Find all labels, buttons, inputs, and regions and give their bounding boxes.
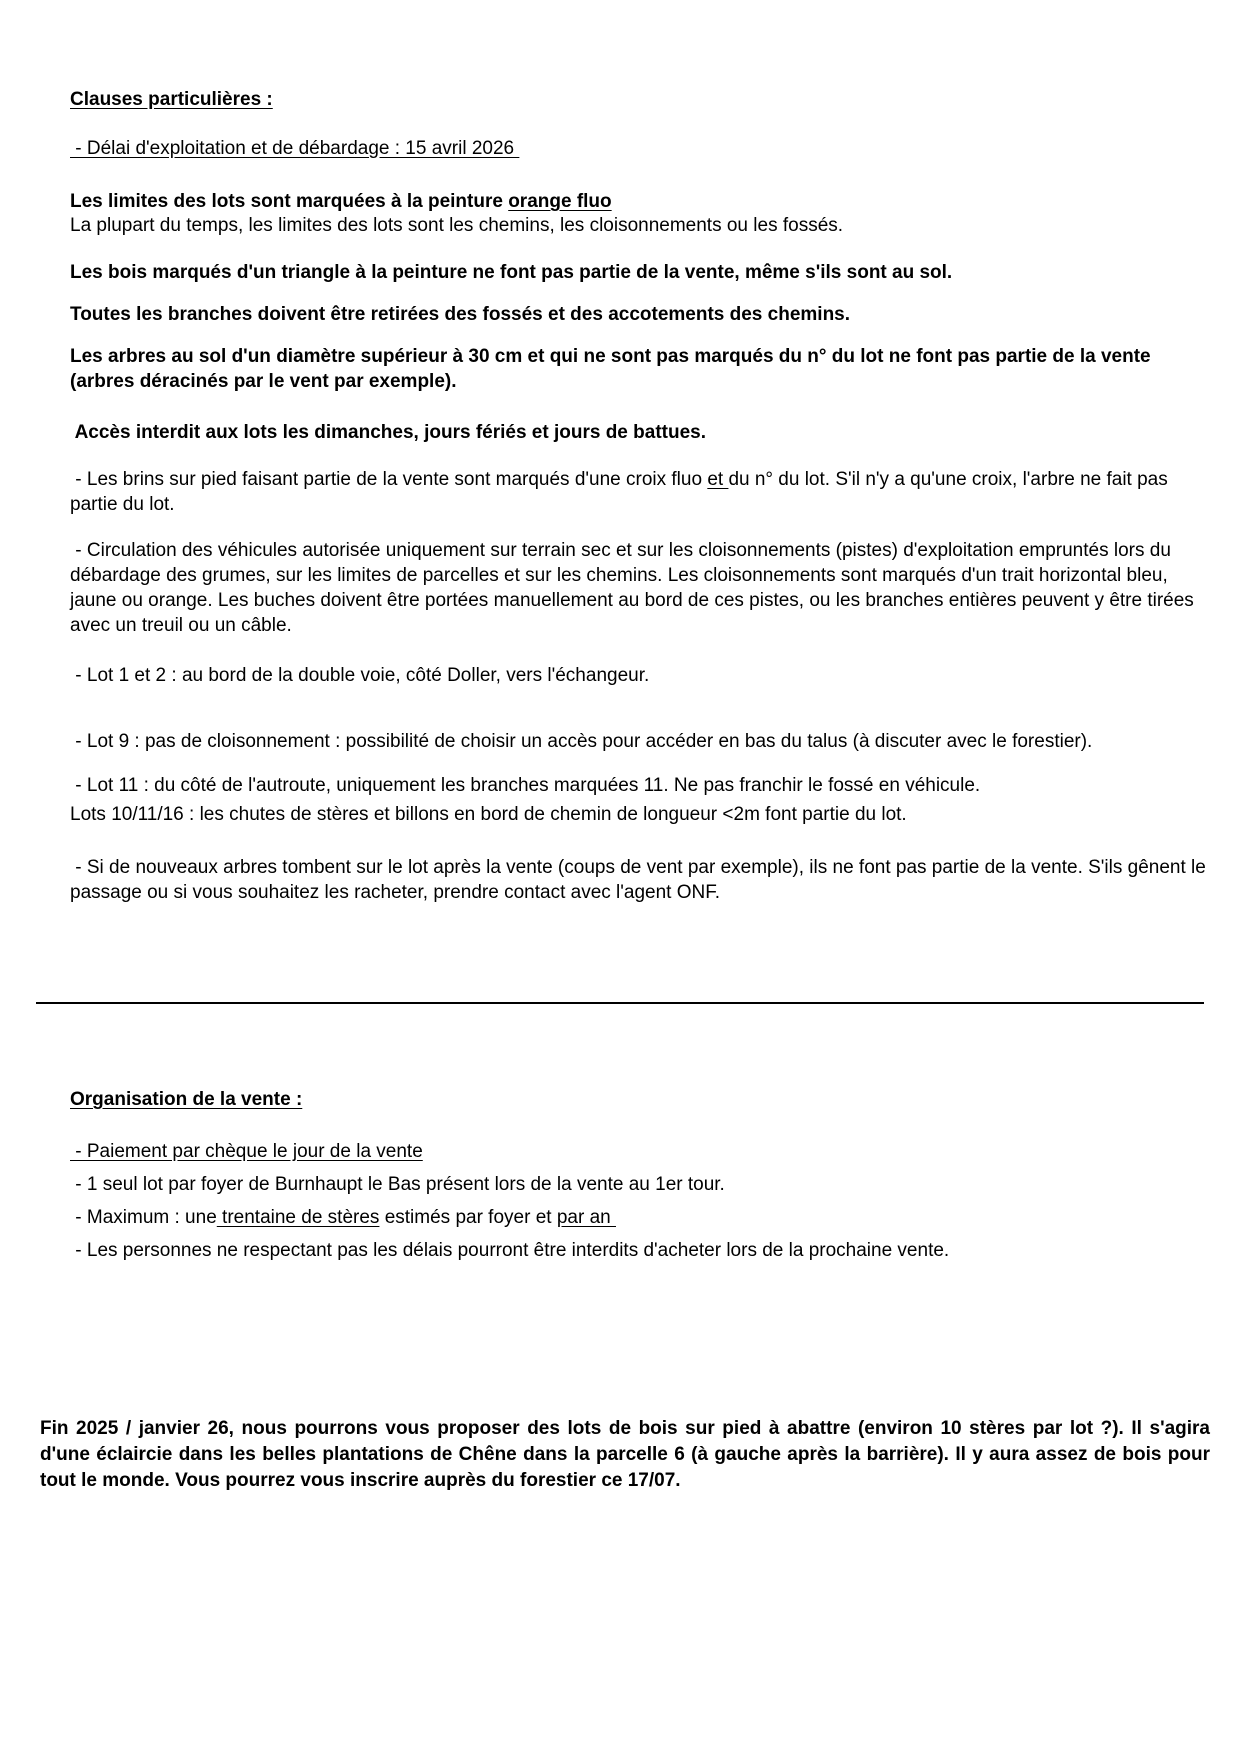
trentaine-text: trentaine de stères: [216, 1207, 380, 1228]
clauses-heading: Clauses particulières :: [70, 89, 273, 110]
arbres-sol-rule: Les arbres au sol d'un diamètre supérieur à 30 cm et qui ne sont pas marqués du n° du lot ne font pas partie de la vente (arbres déracinés par le vent par exemple).: [70, 346, 1151, 392]
limites-prefix: Les limites des lots sont marquées à la peinture: [70, 191, 509, 212]
par-an-text: par an: [556, 1207, 616, 1228]
maximum-line: [70, 1205, 616, 1230]
acces-rule: Accès interdit aux lots les dimanches, jours fériés et jours de battues.: [70, 422, 706, 443]
nouveaux-arbres-rule: - Si de nouveaux arbres tombent sur le lot après la vente (coups de vent par exemple), ils ne font pas partie de la vente. S'ils gênent le passage ou si vous souhaitez les racheter, prendre contact avec l'agent ONF.: [70, 857, 1212, 903]
brins-part1: - Les brins sur pied faisant partie de la vente sont marqués d'une croix fluo: [70, 469, 708, 490]
lot11-rule: - Lot 11 : du côté de l'autroute, uniquement les branches marquées 11. Ne pas franchir le fossé en véhicule.: [70, 775, 981, 796]
brins-rule: [70, 467, 1210, 517]
section-divider: [36, 1002, 1204, 1004]
limites-detail: La plupart du temps, les limites des lots sont les chemins, les cloisonnements ou les fossés.: [70, 215, 844, 236]
organisation-heading: Organisation de la vente :: [70, 1089, 303, 1110]
brins-part2: du n° du lot. S'il n'y a qu'une croix, l'arbre ne fait pas partie du lot.: [70, 469, 1174, 515]
branches-rule: Toutes les branches doivent être retirées des fossés et des accotements des chemins.: [70, 304, 851, 325]
circulation-rule: - Circulation des véhicules autorisée uniquement sur terrain sec et sur les cloisonnements (pistes) d'exploitation empruntés lors du débardage des grumes, sur les limites de parcelles et sur les chemins. Les cloisonnements sont marqués d'un trait horizontal bleu, jaune ou orange. Les buches doivent être portées manuellement au bord de ces pistes, ou les branches entières peuvent y être tirées avec un treuil ou un câble.: [70, 540, 1200, 636]
maximum-mid: estimés par foyer et: [379, 1207, 557, 1228]
footer-note: Fin 2025 / janvier 26, nous pourrons vous proposer des lots de bois sur pied à abattre (environ 10 stères par lot ?). Il s'agira d'une éclaircie dans les belles plantations de Chêne dans la parcelle 6 (à gauche après la barrière). Il y aura assez de bois pour tout le monde. Vous pourrez vous inscrire auprès du forestier ce 17/07.: [40, 1418, 1210, 1491]
delai-line: - Délai d'exploitation et de débardage : 15 avril 2026: [70, 138, 520, 159]
seul-lot-line: - 1 seul lot par foyer de Burnhaupt le Bas présent lors de la vente au 1er tour.: [70, 1174, 725, 1195]
limites-line: [70, 189, 612, 214]
lot9-rule: - Lot 9 : pas de cloisonnement : possibilité de choisir un accès pour accéder en bas du talus (à discuter avec le forestier).: [70, 731, 1093, 752]
brins-underlined: et: [707, 469, 729, 490]
lot12-rule: - Lot 1 et 2 : au bord de la double voie, côté Doller, vers l'échangeur.: [70, 665, 650, 686]
paiement-line: - Paiement par chèque le jour de la vente: [70, 1141, 423, 1162]
triangle-rule: Les bois marqués d'un triangle à la peinture ne font pas partie de la vente, même s'ils sont au sol.: [70, 262, 953, 283]
lots101116-rule: Lots 10/11/16 : les chutes de stères et billons en bord de chemin de longueur <2m font partie du lot.: [70, 804, 907, 825]
maximum-prefix: - Maximum : une: [70, 1207, 217, 1228]
orange-fluo-text: orange fluo: [508, 191, 612, 212]
delais-line: - Les personnes ne respectant pas les délais pourront être interdits d'acheter lors de la prochaine vente.: [70, 1240, 950, 1261]
